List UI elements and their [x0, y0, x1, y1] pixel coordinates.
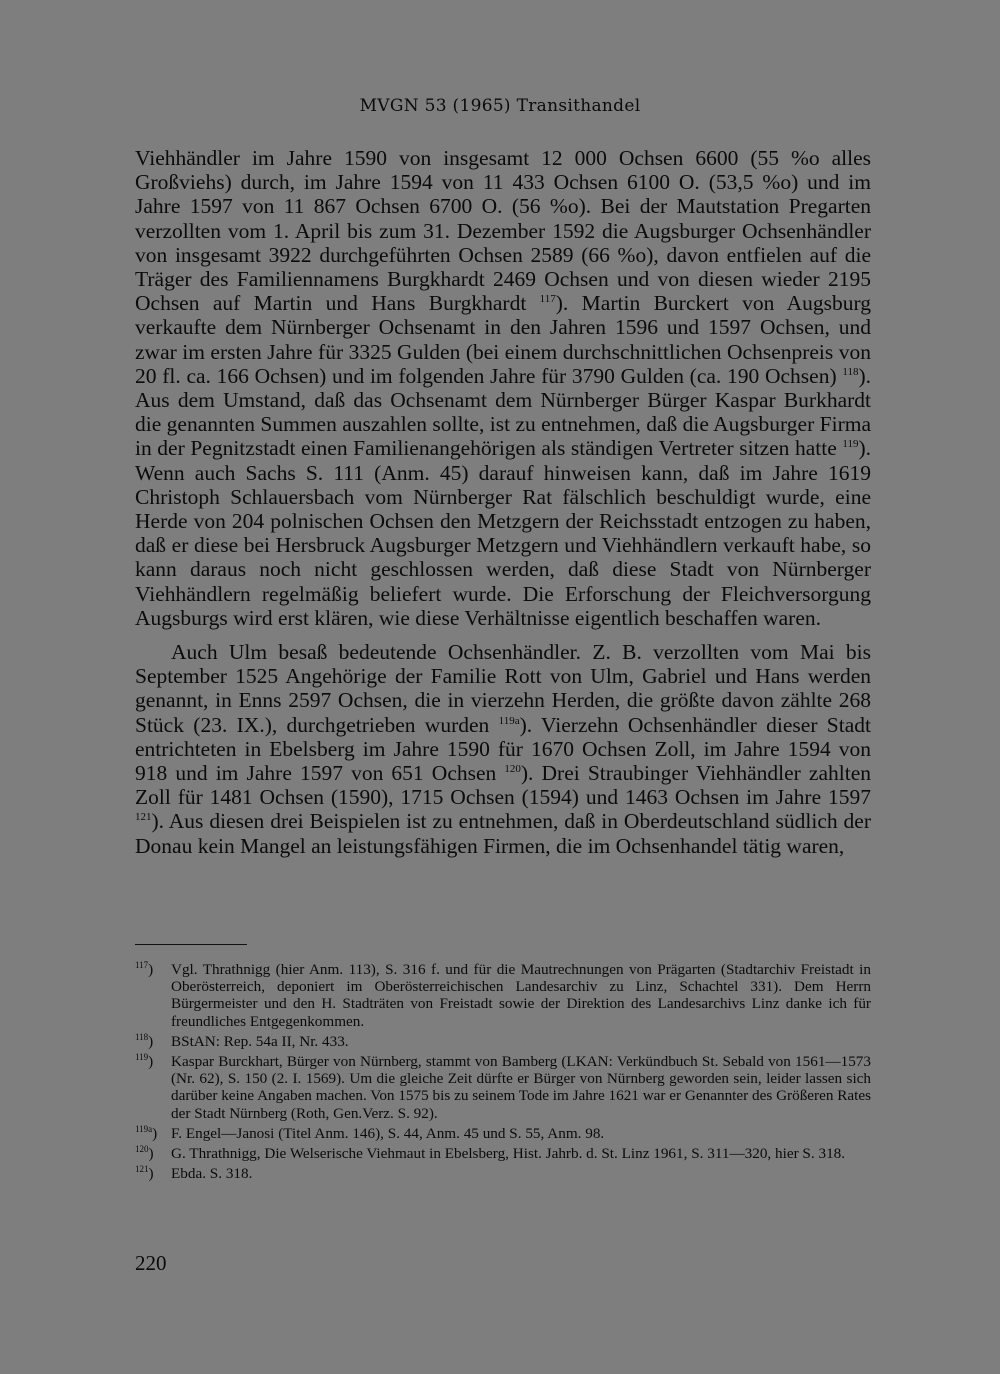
footnote-number: 119 — [135, 1051, 149, 1062]
footnote-text: Kaspar Burckhart, Bürger von Nürnberg, stammt von Bamberg (LKAN: Verkündbuch St. Sebald von 1561—1573 (Nr. 62), S. 150 (2. I. 1569). Um die gleiche Zeit dürfte er Bürger von Nürnberg geworden sein, leider lassen sich darüber keine Angaben machen. Von 1575 bis zu seinem Tode im Jahre 1621 war er Genannter des Größeren Rates der Stadt Nürnberg (Roth, Gen.Verz. S. 92). — [171, 1053, 871, 1122]
footnote-number: 117 — [135, 959, 149, 970]
text-run: ). Aus dem Umstand, daß das Ochsenamt dem Nürnberger Bürger Kaspar Burkhardt die genannten Summen auszahlen sollte, ist zu entnehmen, daß die Augsburger Firma in der Pegnitzstadt einen Familienangehörigen als ständigen Vertreter sitzen hatte — [135, 363, 871, 461]
footnote-mark: $^{121}$) — [135, 1164, 154, 1183]
text-run: ). Aus diesen drei Beispielen ist zu entnehmen, daß in Oberdeutschland südlich der Donau kein Mangel an leistungsfähigen Firmen, die im Ochsenhandel tätig waren, — [135, 809, 871, 858]
paragraph — [135, 146, 871, 630]
footnote-text: BStAN: Rep. 54a II, Nr. 433. — [171, 1032, 349, 1050]
footnote — [135, 1033, 871, 1050]
footnote-ref: 120 — [504, 762, 521, 775]
footnote-text: Ebda. S. 318. — [171, 1165, 253, 1183]
page-number: 220 — [135, 1251, 167, 1275]
footnote-mark: $^{118}$) — [135, 1031, 154, 1050]
paragraph — [135, 640, 871, 858]
footnote — [135, 1125, 871, 1142]
text-run: ). Vierzehn Ochsenhändler dieser Stadt entrichteten in Ebelsberg im Jahre 1590 für 1670 Ochsen Zoll, im Jahre 1594 von 918 und im Jahre 1597 von 651 Ochsen — [135, 712, 871, 786]
footnote-divider — [135, 944, 247, 945]
footnote-mark: $^{119}$) — [135, 1051, 154, 1071]
text-run: Viehhändler im Jahre 1590 von insgesamt 12 000 Ochsen 6600 (55 %o alles Großviehs) durch, im Jahre 1594 von 11 433 Ochsen 6100 O. (53,5 %o) und im Jahre 1597 von 11 867 Ochsen 6700 O. (56 %o). Bei der Mautstation Pregarten verzollten vom 1. April bis zum 31. Dezember 1592 die Augsburger Ochsenhändler von insgesamt 3922 durchgeführten Ochsen 2589 (66 %o), davon entfielen auf die Träger des Familiennamens Burgkhardt 2469 Ochsen und von diesen wieder 2195 Ochsen auf Martin und Hans Burgkhardt — [135, 146, 871, 316]
footnote-ref: 121 — [135, 811, 152, 824]
footnote — [135, 1165, 871, 1182]
footnote-mark: $^{120}$) — [135, 1143, 154, 1163]
footnote-number: 119a — [135, 1123, 153, 1134]
footnote-mark: $^{119a}$) — [135, 1123, 158, 1142]
footnote-number: 118 — [135, 1031, 149, 1042]
text-run: ). Drei Straubinger Viehhändler zahlten Zoll für 1481 Ochsen (1590), 1715 Ochsen (1594) und 1463 Ochsen im Jahre 1597 — [135, 761, 871, 810]
main-text — [135, 146, 871, 858]
footnote-ref: 119 — [842, 438, 859, 451]
footnote-text: F. Engel—Janosi (Titel Anm. 146), S. 44, Anm. 45 und S. 55, Anm. 98. — [171, 1124, 605, 1142]
running-head: MVGN 53 (1965) Transithandel — [359, 96, 641, 116]
footnote-ref: 118 — [842, 365, 859, 378]
footnote-ref: 117 — [539, 293, 556, 306]
footnote-text: Vgl. Thrathnigg (hier Anm. 113), S. 316 f. und für die Mautrechnungen von Prägarten (Stadtarchiv Freistadt in Oberösterreich, deponiert im Oberösterreichischen Landesarchiv zu Linz, Schachtel 331). Dem Herrn Bürgermeister und den H. Stadträten von Freistadt sowie der Direktion des Landesarchivs Linz danke ich für freundliches Entgegenkommen. — [171, 961, 871, 1030]
text-run: Auch Ulm besaß bedeutende Ochsenhändler. Z. B. verzollten vom Mai bis September 1525 Angehörige der Familie Rott von Ulm, Gabriel und Hans werden genannt, in Enns 2597 Ochsen, die in vierzehn Herden, die größte davon zählte 268 Stück (23. IX.), durchgetrieben wurden — [135, 640, 871, 737]
footnote — [135, 1053, 871, 1122]
footnote-ref: 119a — [498, 714, 520, 727]
text-run: ). Martin Burckert von Augsburg verkaufte dem Nürnberger Ochsenamt in den Jahren 1596 und 1597 Ochsen, und zwar im ersten Jahre für 3325 Gulden (bei einem durchschnittlichen Ochsenpreis von 20 fl. ca. 166 Ochsen) und im folgenden Jahre für 3790 Gulden (ca. 190 Ochsen) — [135, 291, 872, 388]
footnote — [135, 1145, 871, 1162]
footnotes — [135, 961, 871, 1185]
footnote-number: 120 — [135, 1143, 149, 1154]
footnote — [135, 961, 871, 1030]
text-run: ). Wenn auch Sachs S. 111 (Anm. 45) darauf hinweisen kann, daß im Jahre 1619 Christoph Schlauersbach vom Nürnberger Rat fälschlich beschuldigt wurde, eine Herde von 204 polnischen Ochsen den Metzgern der Reichsstadt entzogen zu haben, daß er diese bei Hersbruck Augsburger Metzgern und Viehhändlern verkauft habe, so kann daraus noch nicht geschlossen werden, daß diese Stadt von Nürnberger Viehhändlern regelmäßig beliefert wurde. Die Erforschung der Fleichversorgung Augsburgs wird erst klären, wie diese Verhältnisse eigentlich beschaffen waren. — [135, 436, 871, 630]
footnote-number: 121 — [135, 1164, 149, 1175]
footnote-mark: $^{117}$) — [135, 959, 154, 978]
footnote-text: G. Thrathnigg, Die Welserische Viehmaut in Ebelsberg, Hist. Jahrb. d. St. Linz 1961, S. 311—320, hier S. 318. — [171, 1145, 846, 1163]
